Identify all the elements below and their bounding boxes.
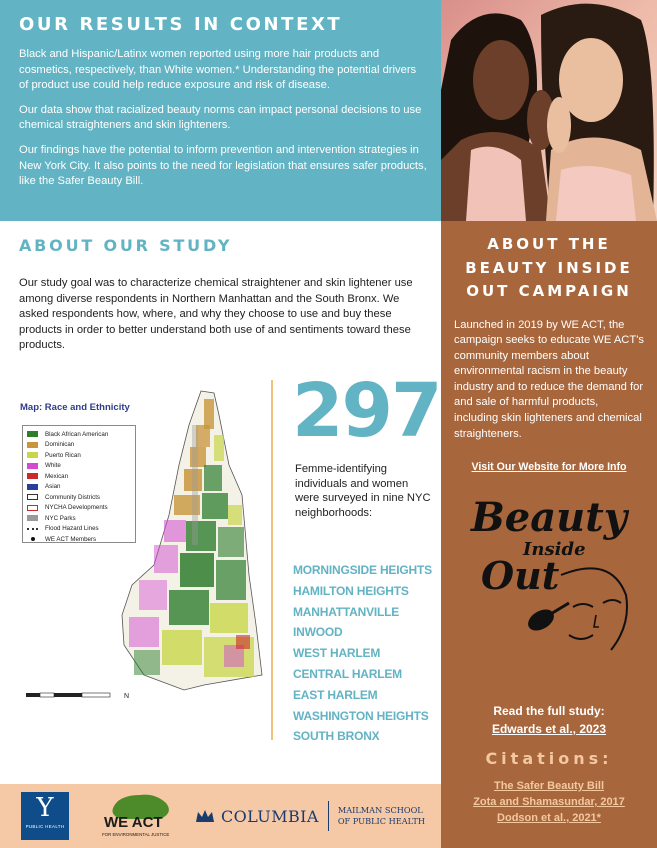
legend-item	[27, 503, 131, 514]
we-act-logo	[100, 793, 176, 839]
columbia-mailman-logo	[195, 802, 425, 830]
mailman-line: MAILMAN SCHOOL	[337, 805, 423, 815]
campaign-title	[441, 233, 657, 304]
svg-text:Beauty: Beauty	[471, 494, 627, 542]
neighborhood-item: WEST HARLEM	[293, 646, 381, 661]
map-scale-bar	[26, 693, 110, 697]
campaign-text: Launched in 2019 by WE ACT, the campaign seeks to educate WE ACT's community members about environmental racism in the beauty industry and to reduce the demand for and sale of harmful products, including skin lighteners and chemical straighteners.	[454, 318, 644, 440]
yale-subtitle: PUBLIC HEALTH	[25, 824, 65, 829]
race-ethnicity-map	[14, 385, 264, 715]
legend-swatch	[27, 452, 38, 458]
legend-swatch	[27, 484, 38, 490]
legend-label: White	[45, 462, 61, 470]
neighborhood-item: WASHINGTON HEIGHTS	[293, 708, 429, 723]
svg-text:Inside: Inside	[523, 539, 586, 561]
results-paragraph: Black and Hispanic/Latinx women reported using more hair products and cosmetics, respectively, than White women.* Understanding the potential drivers of product use could help reduce exposure and risk of disease.	[19, 48, 417, 92]
legend-swatch	[27, 431, 38, 437]
legend-label: Puerto Rican	[45, 451, 81, 459]
website-link[interactable]: Visit Our Website for More Info	[471, 461, 627, 474]
legend-label: Dominican	[45, 441, 75, 449]
neighborhood-item: MORNINGSIDE HEIGHTS	[293, 563, 432, 577]
yale-letter: Y	[36, 793, 54, 823]
legend-label: Black African American	[45, 430, 109, 438]
study-title: ABOUT OUR STUDY	[19, 236, 233, 255]
full-study-link[interactable]: Edwards et al., 2023	[491, 722, 607, 736]
map-legend	[22, 425, 136, 543]
legend-label: Asian	[45, 483, 61, 491]
legend-label: NYC Parks	[45, 514, 76, 522]
neighborhood-item: CENTRAL HARLEM	[293, 666, 402, 681]
legend-item	[27, 450, 131, 461]
legend-swatch	[27, 463, 38, 469]
partner-logos	[0, 784, 441, 848]
survey-description: Femme-identifying individuals and women were surveyed in nine NYC neighborhoods:	[295, 463, 431, 519]
campaign-title-line: OUT CAMPAIGN	[466, 282, 632, 300]
citations-list	[441, 778, 657, 826]
yale-public-health-logo	[21, 792, 69, 840]
legend-item	[27, 461, 131, 472]
results-section	[0, 0, 441, 221]
neighborhood-item: HAMILTON HEIGHTS	[293, 583, 409, 598]
legend-label: Flood Hazard Lines	[45, 525, 99, 533]
section-divider	[271, 380, 273, 740]
citation-link[interactable]: The Safer Beauty Bill	[493, 780, 605, 792]
women-photo	[441, 0, 657, 221]
columbia-wordmark: COLUMBIA	[221, 806, 319, 826]
svg-text:FOR ENVIRONMENTAL JUSTICE: FOR ENVIRONMENTAL JUSTICE	[102, 832, 170, 837]
campaign-title-line: BEAUTY INSIDE	[465, 258, 633, 277]
legend-swatch	[27, 473, 38, 479]
legend-label: Community Districts	[45, 493, 101, 501]
crown-icon	[195, 808, 215, 824]
legend-label: Mexican	[45, 472, 69, 480]
citation-link[interactable]: Zota and Shamasundar, 2017	[473, 796, 625, 808]
legend-label: WE ACT Members	[45, 535, 97, 543]
legend-item	[27, 429, 131, 440]
neighborhood-list	[293, 560, 432, 747]
beauty-inside-out-logo	[461, 485, 637, 655]
legend-item	[27, 482, 131, 493]
mailman-school-name	[338, 805, 425, 827]
svg-text:WE ACT: WE ACT	[104, 814, 163, 831]
study-paragraph: Our study goal was to characterize chemical straightener and skin lightener use among diverse respondents in Northern Manhattan and the South Bronx. We asked respondents how, where, and why they choose to use and buy these products in order to better understand both use of and sentiments toward these products.	[19, 277, 413, 352]
neighborhood-item: MANHATTANVILLE	[293, 604, 400, 619]
campaign-title-line: ABOUT THE	[487, 235, 611, 253]
legend-swatch	[27, 494, 38, 500]
legend-item	[27, 513, 131, 524]
legend-label: NYCHA Developments	[45, 504, 108, 512]
mailman-line: OF PUBLIC HEALTH	[337, 816, 426, 826]
citation-link[interactable]: Dodson et al., 2021*	[497, 812, 601, 824]
legend-swatch	[27, 515, 38, 521]
legend-item	[27, 524, 131, 535]
north-arrow-label: N	[124, 693, 130, 700]
respondent-count: 297	[292, 368, 441, 454]
legend-item	[27, 440, 131, 451]
results-title: OUR RESULTS IN CONTEXT	[19, 14, 343, 35]
neighborhood-item: EAST HARLEM	[293, 687, 378, 702]
legend-item	[27, 471, 131, 482]
legend-swatch	[27, 505, 38, 511]
map-title: Map: Race and Ethnicity	[20, 402, 130, 413]
logo-separator	[328, 801, 329, 831]
legend-item	[27, 492, 131, 503]
neighborhood-item: INWOOD	[293, 625, 343, 640]
legend-swatch	[27, 442, 38, 448]
read-study-label: Read the full study:	[493, 704, 605, 718]
neighborhood-item: SOUTH BRONX	[293, 729, 380, 744]
svg-text:Out: Out	[481, 553, 560, 599]
results-paragraph: Our data show that racialized beauty norms can impact personal decisions to use chemical straighteners and skin lighteners.	[19, 103, 422, 132]
legend-swatch	[27, 536, 38, 542]
legend-item	[27, 534, 131, 545]
legend-swatch	[27, 528, 38, 530]
results-paragraph: Our findings have the potential to inform prevention and intervention strategies in New York City. It also points to the need for legislation that ensures safer products, like the Safer Beauty Bill.	[19, 143, 427, 188]
citations-title: Citations:	[485, 749, 613, 768]
campaign-panel	[441, 221, 657, 848]
